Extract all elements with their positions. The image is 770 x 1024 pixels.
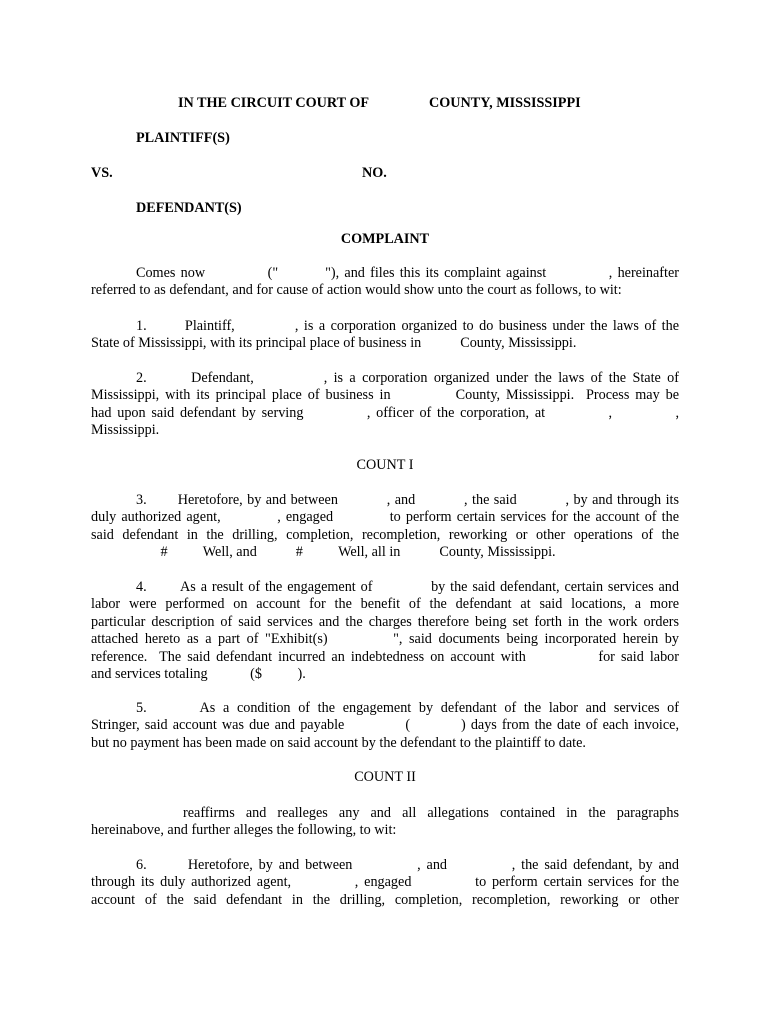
paragraph-line: said defendant in the drilling, completion, recompletion, reworking or other operations of the — [91, 526, 679, 543]
paragraph-6 — [91, 857, 679, 909]
paragraph-4 — [91, 579, 679, 683]
paragraph-5 — [91, 700, 679, 752]
paragraph-1 — [91, 318, 679, 353]
paragraph-line: through its duly authorized agent, , engaged to perform certain services for the — [91, 874, 679, 891]
paragraph-line: 3. Heretofore, by and between , and , the said , by and through its — [136, 492, 679, 508]
intro-paragraph — [91, 265, 679, 300]
vs-label: VS. — [91, 165, 113, 181]
paragraph-line: 4. As a result of the engagement of by the said defendant, certain services and — [136, 579, 679, 595]
paragraph-line: hereinabove, and further alleges the following, to wit: — [91, 822, 397, 839]
paragraph-line: 1. Plaintiff, , is a corporation organized to do business under the laws of the — [136, 318, 679, 334]
paragraph-line: reference. The said defendant incurred an indebtedness on account with for said labor — [91, 648, 679, 665]
paragraph-3 — [91, 492, 679, 562]
paragraph-line: 6. Heretofore, by and between , and , the said defendant, by and — [136, 857, 679, 873]
count-1-heading: COUNT I — [356, 457, 414, 473]
paragraph-line: Mississippi. — [91, 422, 160, 439]
intro-line: Comes now (" "), and files this its complaint against , hereinafter — [136, 265, 679, 281]
paragraph-2 — [91, 370, 679, 440]
paragraph-line: labor were performed on account for the benefit of the defendant at said locations, a more — [91, 596, 679, 613]
intro-line: referred to as defendant, and for cause of action would show unto the court as follows, to wit: — [91, 282, 622, 299]
paragraph-line: Stringer, said account was due and payable ( ) days from the date of each invoice, — [91, 717, 679, 734]
defendant-label: DEFENDANT(S) — [136, 200, 242, 216]
document-title: COMPLAINT — [340, 231, 430, 247]
paragraph-line: State of Mississippi, with its principal place of business in County, Mississippi. — [91, 335, 577, 352]
paragraph-line: # Well, and # Well, all in County, Mississippi. — [125, 544, 556, 561]
reaffirm-paragraph — [91, 805, 679, 840]
paragraph-line: reaffirms and realleges any and all allegations contained in the paragraphs — [183, 805, 679, 821]
paragraph-line: particular description of said services and the charges therefore being set forth in the work orders — [91, 613, 679, 630]
paragraph-line: but no payment has been made on said account by the defendant to the plaintiff to date. — [91, 734, 586, 751]
count-2-heading: COUNT II — [354, 769, 416, 785]
plaintiff-label: PLAINTIFF(S) — [136, 130, 230, 146]
paragraph-line: 2. Defendant, , is a corporation organized under the laws of the State of — [136, 370, 679, 386]
paragraph-line: had upon said defendant by serving , officer of the corporation, at , , — [91, 404, 679, 421]
court-heading-left: IN THE CIRCUIT COURT OF — [178, 95, 370, 111]
paragraph-line: Mississippi, with its principal place of business in County, Mississippi. Process may be — [91, 387, 679, 404]
paragraph-line: attached hereto as a part of "Exhibit(s) ", said documents being incorporated herein by — [91, 631, 679, 648]
case-number-label: NO. — [362, 165, 387, 181]
paragraph-line: 5. As a condition of the engagement by defendant of the labor and services of — [136, 700, 679, 716]
court-heading-right: COUNTY, MISSISSIPPI — [429, 95, 581, 111]
paragraph-line: account of the said defendant in the drilling, completion, recompletion, reworking or other — [91, 891, 679, 908]
paragraph-line: duly authorized agent, , engaged to perform certain services for the account of the — [91, 509, 679, 526]
paragraph-line: and services totaling ($ ). — [91, 665, 306, 682]
